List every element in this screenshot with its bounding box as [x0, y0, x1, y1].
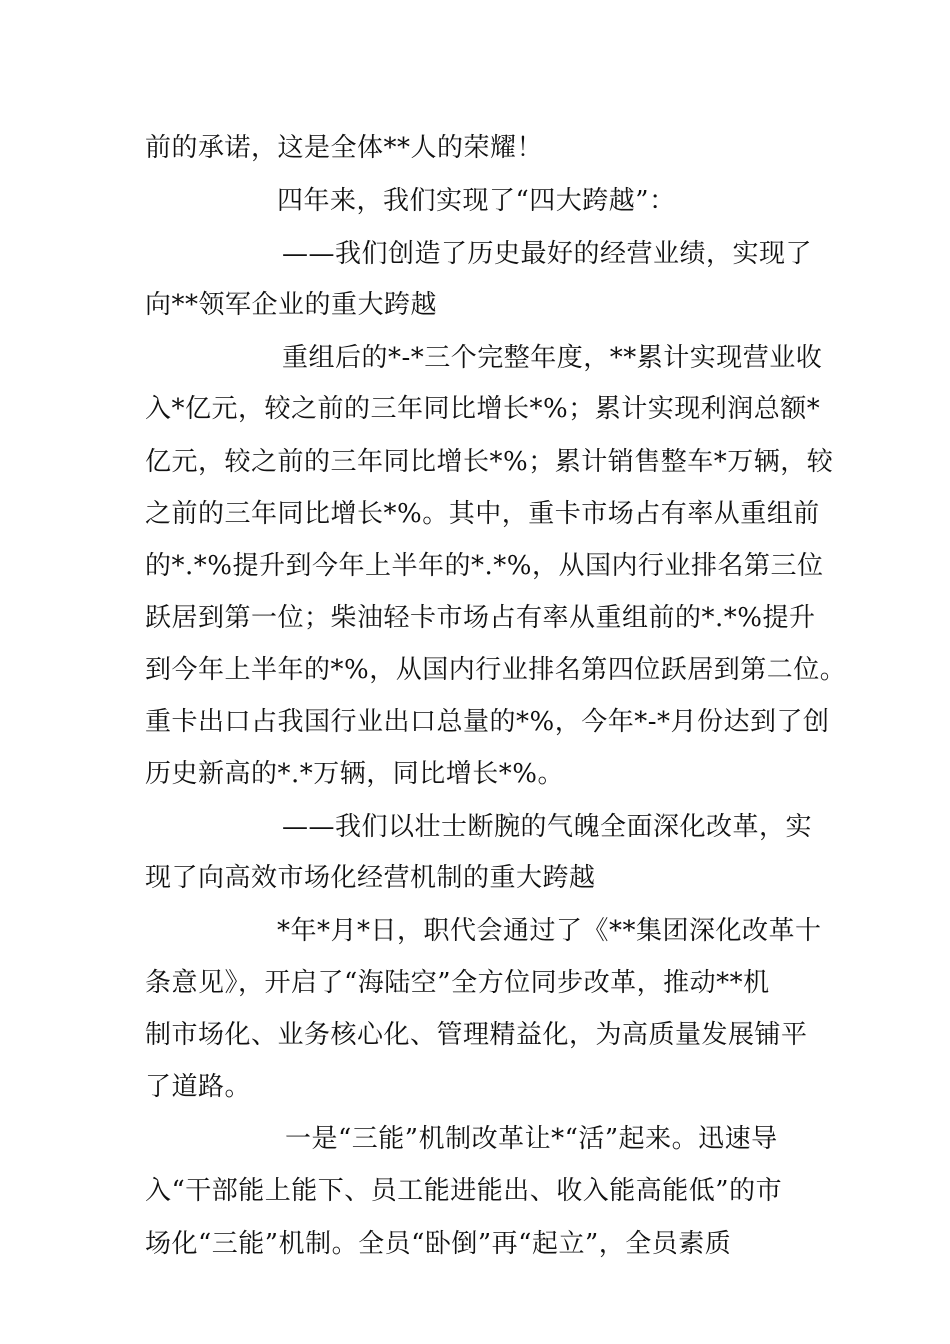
text-line: ——我们创造了历史最好的经营业绩，实现了: [282, 239, 813, 269]
text-line: 的*.*%提升到今年上半年的*.*%，从国内行业排名第三位: [145, 551, 824, 581]
text-line: 一是“三能”机制改革让*“活”起来。迅速导: [285, 1124, 778, 1154]
text-line: 四年来，我们实现了“四大跨越”：: [277, 186, 676, 216]
text-line: ——我们以壮士断腕的气魄全面深化改革，实: [282, 812, 813, 842]
text-line: 历史新高的*.*万辆，同比增长*%。: [145, 759, 564, 789]
text-line: 向**领军企业的重大跨越: [145, 290, 438, 320]
text-line: 之前的三年同比增长*%。其中，重卡市场占有率从重组前: [145, 499, 820, 529]
text-line: 入“干部能上能下、员工能进能出、收入能高能低”的市: [145, 1176, 783, 1206]
text-line: 制市场化、业务核心化、管理精益化，为高质量发展铺平: [145, 1020, 808, 1050]
text-line: 重卡出口占我国行业出口总量的*%，今年*-*月份达到了创: [145, 707, 830, 737]
text-line: 场化“三能”机制。全员“卧倒”再“起立”，全员素质: [145, 1229, 732, 1259]
text-line: 入*亿元，较之前的三年同比增长*%；累计实现利润总额*: [145, 394, 821, 424]
text-line: 条意见》，开启了“海陆空”全方位同步改革，推动**机: [145, 968, 770, 998]
text-line: 了道路。: [145, 1072, 252, 1102]
text-line: 跃居到第一位；柴油轻卡市场占有率从重组前的*.*%提升: [145, 603, 816, 633]
text-line: *年*月*日，职代会通过了《**集团深化改革十: [277, 916, 822, 946]
text-line: 现了向高效市场化经营机制的重大跨越: [145, 863, 596, 893]
text-line: 亿元，较之前的三年同比增长*%；累计销售整车*万辆，较: [145, 447, 834, 477]
text-line: 重组后的*-*三个完整年度，**累计实现营业收: [282, 343, 823, 373]
text-line: 前的承诺，这是全体**人的荣耀！: [145, 133, 544, 163]
text-line: 到今年上半年的*%，从国内行业排名第四位跃居到第二位。: [145, 655, 847, 685]
